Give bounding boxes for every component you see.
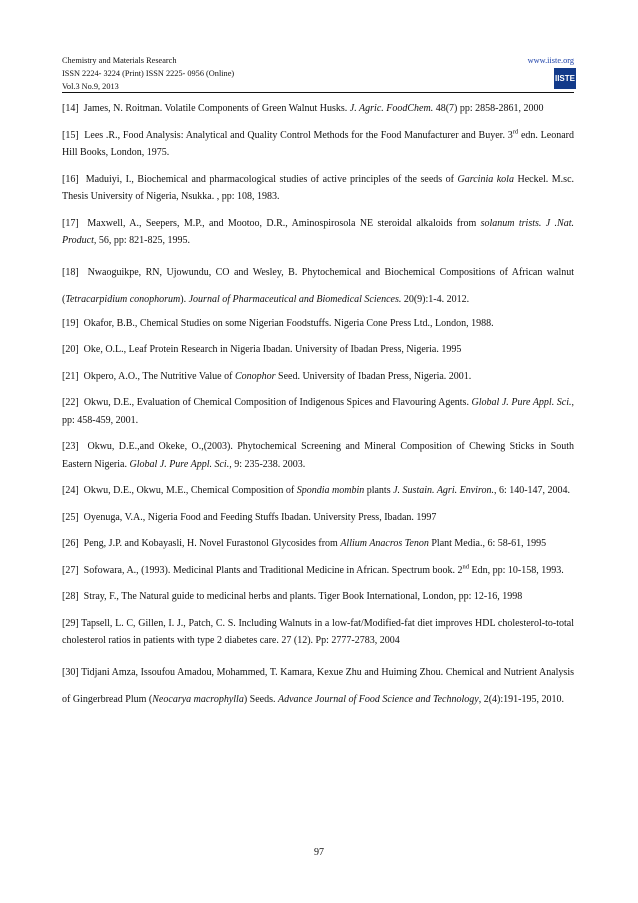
reference-list: [62, 100, 574, 715]
page-number: 97: [314, 847, 324, 858]
iiste-logo: IISTE: [554, 68, 576, 89]
reference-19: [19] Okafor, B.B., Chemical Studies on some Nigerian Foodstuffs. Nigeria Cone Press Ltd., London, 1988.: [62, 317, 494, 329]
reference-18: [18] Nwaoguikpe, RN, Ujowundu, CO and Wesley, B. Phytochemical and Biochemical Compositions of African walnut (Tetracarpidium conophorum). Journal of Pharmaceutical and Biomedical Sciences. 20(9):1-4. 2012.: [62, 266, 574, 305]
reference-16: [16] Maduiyi, I., Biochemical and pharmacological studies of active principles of the seeds of Garcinia kola Heckel. M.sc. Thesis University of Nigeria, Nsukka. , pp: 108, 1983.: [62, 173, 575, 202]
reference-26: [26] Peng, J.P. and Kobayasli, H. Novel Furastonol Glycosides from Allium Anacros Tenon Plant Media., 6: 58-61, 1995: [62, 538, 547, 549]
reference-22: [22] Okwu, D.E., Evaluation of Chemical Composition of Indigenous Spices and Flavouring Agents. Global J. Pure Appl. Sci., pp: 458-459, 2001.: [62, 397, 574, 426]
reference-24: [24] Okwu, D.E., Okwu, M.E., Chemical Composition of Spondia mombin plants J. Sustain. Agri. Environ., 6: 140-147, 2004.: [62, 485, 571, 496]
header-divider: [62, 92, 574, 93]
reference-25: [25] Oyenuga, V.A., Nigeria Food and Feeding Stuffs Ibadan. University Press, Ibadan. 1997: [62, 511, 437, 523]
journal-url-link[interactable]: www.iiste.org: [527, 56, 574, 65]
volume-line: Vol.3 No.9, 2013: [62, 82, 119, 91]
page-header: [62, 54, 574, 93]
issn-line: ISSN 2224- 3224 (Print) ISSN 2225- 0956 (Online): [62, 69, 235, 78]
journal-name: Chemistry and Materials Research: [62, 56, 177, 65]
reference-20: [20] Oke, O.L., Leaf Protein Research in Nigeria Ibadan. University of Ibadan Press, Nigeria. 1995: [62, 344, 462, 355]
reference-28: [28] Stray, F., The Natural guide to medicinal herbs and plants. Tiger Book International, London, pp: 12-16, 1998: [62, 591, 523, 602]
reference-27: [27] Sofowara, A., (1993). Medicinal Plants and Traditional Medicine in African. Spectrum book. 2nd Edn, pp: 10-158, 1993.: [62, 563, 564, 576]
reference-23: [23] Okwu, D.E.,and Okeke, O.,(2003). Phytochemical Screening and Mineral Composition of Chewing Sticks in South Eastern Nigeria. Global J. Pure Appl. Sci., 9: 235-238. 2003.: [62, 441, 574, 470]
reference-15: [15] Lees .R., Food Analysis: Analytical and Quality Control Methods for the Food Manufacturer and Buyer. 3rd edn. Leonard Hill Books, London, 1975.: [62, 128, 574, 158]
reference-29: [29] Tapsell, L. C, Gillen, I. J., Patch, C. S. Including Walnuts in a low-fat/Modified-fat diet improves HDL cholesterol-to-total cholesterol ratios in patients with type 2 diabetes care. 27 (12). Pp: 2777-2783, 2004: [62, 617, 574, 646]
reference-30: [30] Tidjani Amza, Issoufou Amadou, Mohammed, T. Kamara, Kexue Zhu and Huiming Zhou. Chemical and Nutrient Analysis of Gingerbread Plum (Neocarya macrophylla) Seeds. Advance Journal of Food Science and Technology, 2(4):191-195, 2010.: [62, 666, 574, 705]
reference-14: [14] James, N. Roitman. Volatile Components of Green Walnut Husks. J. Agric. FoodChem. 48(7) pp: 2858-2861, 2000: [62, 103, 544, 114]
reference-21: [21] Okpero, A.O., The Nutritive Value of Conophor Seed. University of Ibadan Press, Nigeria. 2001.: [62, 370, 472, 382]
reference-17: [17] Maxwell, A., Seepers, M.P., and Mootoo, D.R., Aminospirosola NE steroidal alkaloids from solanum trists. J .Nat. Product, 56, pp: 821-825, 1995.: [62, 217, 574, 246]
